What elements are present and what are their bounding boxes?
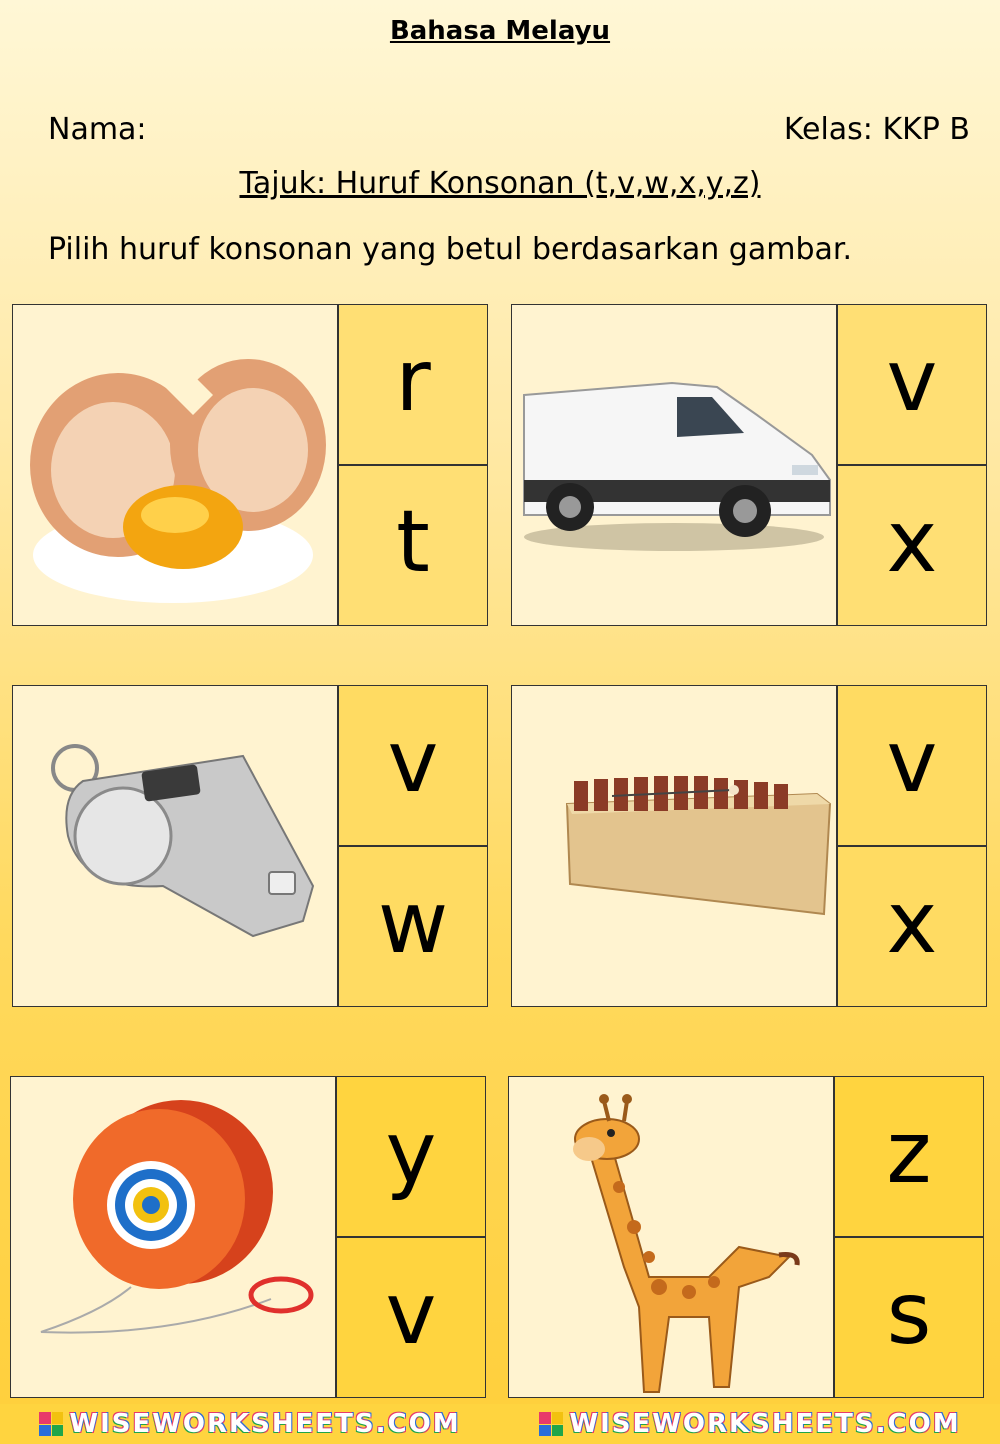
xylophone-image [511, 685, 837, 1007]
yoyo-image [10, 1076, 336, 1398]
page-title: Bahasa Melayu [389, 16, 611, 46]
question-card-xylophone [511, 685, 987, 1007]
class-label: Kelas: KKP B [783, 112, 970, 147]
giraffe-image [508, 1076, 834, 1398]
question-card-yoyo [10, 1076, 486, 1398]
footer-watermark [0, 1404, 1000, 1444]
question-card-giraffe [508, 1076, 984, 1398]
option-v[interactable]: v [837, 304, 987, 465]
option-x[interactable]: x [837, 846, 987, 1007]
whistle-image [12, 685, 338, 1007]
option-v[interactable]: v [338, 685, 488, 846]
question-card-whistle [12, 685, 488, 1007]
egg-image [12, 304, 338, 626]
question-card-van [511, 304, 987, 626]
option-v[interactable]: v [336, 1237, 486, 1398]
wiseworksheets-logo-icon [539, 1412, 563, 1436]
topic-title: Tajuk: Huruf Konsonan (t,v,w,x,y,z) [239, 166, 761, 201]
instruction-text: Pilih huruf konsonan yang betul berdasarkan gambar. [48, 232, 852, 267]
watermark-left: WISEWORKSHEETS.COM [39, 1409, 460, 1439]
wiseworksheets-logo-icon [39, 1412, 63, 1436]
option-s[interactable]: s [834, 1237, 984, 1398]
option-w[interactable]: w [338, 846, 488, 1007]
option-y[interactable]: y [336, 1076, 486, 1237]
option-r[interactable]: r [338, 304, 488, 465]
option-x[interactable]: x [837, 465, 987, 626]
name-label: Nama: [48, 112, 147, 147]
option-z[interactable]: z [834, 1076, 984, 1237]
option-v[interactable]: v [837, 685, 987, 846]
watermark-right: WISEWORKSHEETS.COM [539, 1409, 960, 1439]
option-t[interactable]: t [338, 465, 488, 626]
van-image [511, 304, 837, 626]
question-card-egg [12, 304, 488, 626]
